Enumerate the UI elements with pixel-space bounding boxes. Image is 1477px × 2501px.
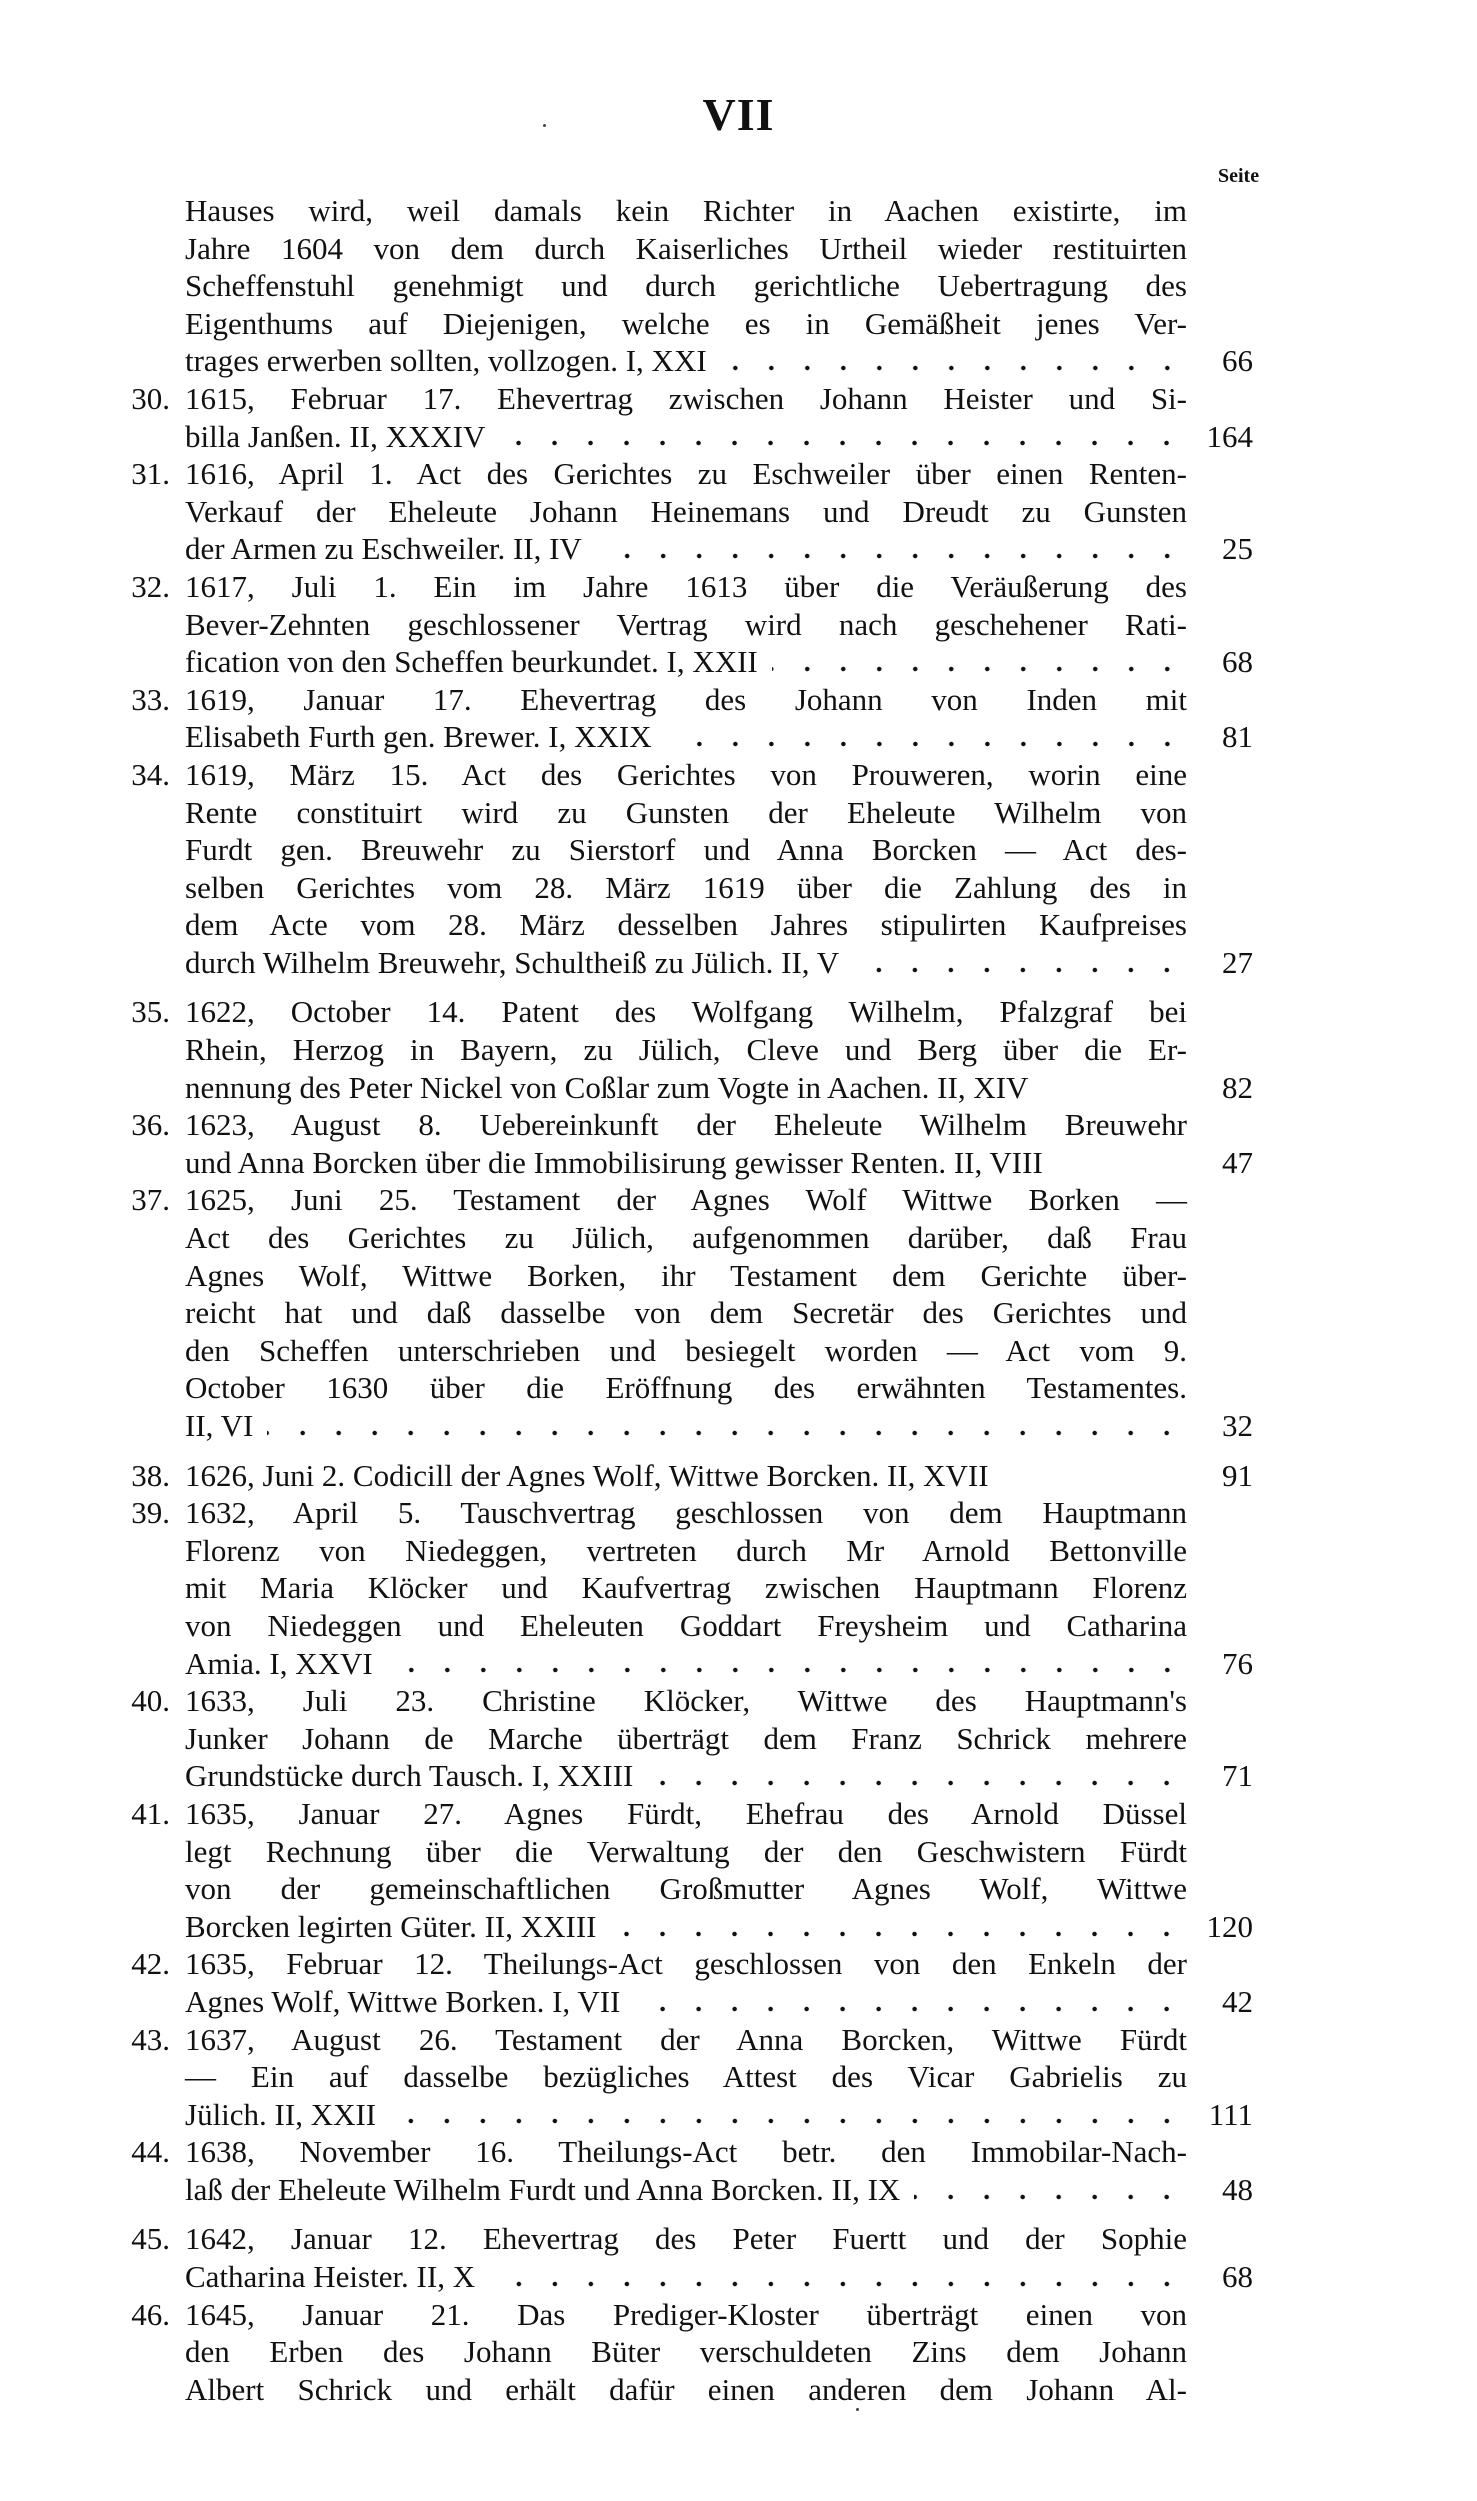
dot-leader [666, 741, 1185, 747]
toc-entry [100, 1682, 1253, 1795]
toc-entry [100, 1181, 1253, 1444]
entry-number: 30. [131, 380, 170, 416]
entry-text-line: Bever-Zehnten geschlossener Vertrag wird nach geschehener Rati- [185, 606, 1187, 642]
entry-text-line: 1638, November 16. Theilungs-Act betr. den Immobilar-Nach- [185, 2134, 1187, 2170]
entry-page-number: 120 [1206, 1908, 1253, 1944]
entry-text: Elisabeth Furth gen. Brewer. I, XXIX [185, 719, 652, 755]
entry-text: Agnes Wolf, Wittwe Borken. I, VII [185, 1983, 621, 2019]
toc-entry [100, 756, 1253, 982]
toc-entry [100, 2133, 1253, 2208]
entry-last-line [185, 1144, 1253, 1182]
entry-text-line: 1632, April 5. Tauschvertrag geschlossen von dem Hauptmann [185, 1495, 1187, 1531]
entry-text-line: 1619, März 15. Act des Gerichtes von Prouweren, worin eine [185, 756, 1187, 792]
entry-number: 34. [131, 756, 170, 792]
entry-text-line: Jahre 1604 von dem durch Kaiserliches Urtheil wieder restituirten [185, 230, 1187, 266]
toc-entry [100, 455, 1253, 568]
entry-text-line: dem Acte vom 28. März desselben Jahres stipulirten Kaufpreises [185, 907, 1187, 943]
entry-number: 41. [131, 1795, 170, 1831]
entry-last-line [185, 342, 1253, 380]
toc-entry [100, 568, 1253, 681]
entry-text: trages erwerben sollten, vollzogen. I, XXI [185, 343, 707, 379]
entry-text: Borcken legirten Güter. II, XXIII [185, 1908, 597, 1944]
entry-text-line: Verkauf der Eheleute Johann Heinemans und Dreudt zu Gunsten [185, 493, 1187, 529]
entry-number: 33. [131, 681, 170, 717]
dot-leader [489, 2281, 1185, 2287]
entry-text-line: — Ein auf dasselbe bezügliches Attest des Vicar Gabrielis zu [185, 2059, 1187, 2095]
dot-leader [634, 2006, 1185, 2012]
entry-number: 45. [131, 2221, 170, 2257]
toc-entry [100, 2296, 1250, 2409]
entry-text-line: von der gemeinschaftlichen Großmutter Agnes Wolf, Wittwe [185, 1871, 1187, 1907]
toc-entry [100, 681, 1253, 756]
entry-number: 44. [131, 2134, 170, 2170]
entry-text-line: von Niedeggen und Eheleuten Goddart Freysheim und Catharina [185, 1607, 1187, 1643]
dot-leader [387, 1667, 1185, 1673]
dot-leader [267, 1430, 1185, 1436]
page-column-label: Seite [1218, 165, 1260, 187]
entry-text-line: 1645, Januar 21. Das Prediger-Kloster überträgt einen von [185, 2296, 1187, 2332]
entry-text-line: 1615, Februar 17. Ehevertrag zwischen Johann Heister und Si- [185, 380, 1187, 416]
entry-last-line [185, 1983, 1253, 2021]
dot-leader [596, 553, 1185, 559]
entry-text: Catharina Heister. II, X [185, 2259, 476, 2295]
dot-leader [914, 2194, 1185, 2200]
entry-text-line: Hauses wird, weil damals kein Richter in Aachen existirte, im [185, 193, 1187, 228]
entry-text-line: Act des Gerichtes zu Jülich, aufgenommen darüber, daß Frau [185, 1220, 1187, 1256]
entry-text: Grundstücke durch Tausch. I, XXIII [185, 1758, 634, 1794]
entry-text-line: 1623, August 8. Uebereinkunft der Eheleute Wilhelm Breuwehr [185, 1107, 1187, 1143]
entry-last-line [185, 2096, 1253, 2134]
entry-page-number: 68 [1222, 644, 1253, 680]
entry-page-number: 82 [1222, 1069, 1253, 1105]
entry-page-number: 91 [1222, 1457, 1253, 1493]
entry-last-line [185, 2258, 1253, 2296]
entry-number: 35. [131, 994, 170, 1030]
toc-entry [100, 1494, 1253, 1682]
entry-number: 38. [131, 1457, 170, 1493]
dot-leader [721, 365, 1185, 371]
entry-page-number: 25 [1222, 531, 1253, 567]
toc-entry [100, 993, 1253, 1106]
entry-text-line: selben Gerichtes vom 28. März 1619 über die Zahlung des in [185, 869, 1187, 905]
entry-page-number: 47 [1222, 1144, 1253, 1180]
entry-text-line: den Erben des Johann Büter verschuldeten Zins dem Johann [185, 2334, 1187, 2370]
entry-text-line: Rente constituirt wird zu Gunsten der Eheleute Wilhelm von [185, 794, 1187, 830]
dot-leader [772, 666, 1185, 672]
entry-text-line: mit Maria Klöcker und Kaufvertrag zwischen Hauptmann Florenz [185, 1570, 1187, 1606]
entry-text-line: legt Rechnung über die Verwaltung der den Geschwistern Fürdt [185, 1833, 1187, 1869]
entry-number: 40. [131, 1683, 170, 1719]
entry-text-line: 1637, August 26. Testament der Anna Borcken, Wittwe Fürdt [185, 2021, 1187, 2057]
dot-leader [499, 440, 1185, 446]
toc-entry [100, 2220, 1253, 2295]
entry-last-line [185, 1069, 1253, 1107]
entry-text: nennung des Peter Nickel von Coßlar zum Vogte in Aachen. II, XIV [185, 1069, 1029, 1105]
entry-text-line: 1616, April 1. Act des Gerichtes zu Eschweiler über einen Renten- [185, 456, 1187, 492]
entry-text: billa Janßen. II, XXXIV [185, 418, 486, 454]
entry-last-line [185, 2171, 1253, 2209]
dot-leader [610, 1931, 1185, 1937]
entry-last-line [185, 718, 1253, 756]
entry-last-line [185, 1407, 1253, 1445]
entry-text-line: Furdt gen. Breuwehr zu Sierstorf und Anna Borcken — Act des- [185, 832, 1187, 868]
dot-leader [647, 1780, 1185, 1786]
toc-entry [100, 1457, 1253, 1495]
entry-page-number: 42 [1222, 1983, 1253, 2019]
toc-entry [100, 192, 1253, 380]
entry-number: 37. [131, 1182, 170, 1218]
entry-page-number: 68 [1222, 2259, 1253, 2295]
entry-text-line: Rhein, Herzog in Bayern, zu Jülich, Cleve und Berg über die Er- [185, 1032, 1187, 1068]
entry-text-line: 1625, Juni 25. Testament der Agnes Wolf Wittwe Borken — [185, 1182, 1187, 1218]
entry-text: 1626, Juni 2. Codicill der Agnes Wolf, Wittwe Borcken. II, XVII [185, 1457, 989, 1493]
entry-text-line: 1622, October 14. Patent des Wolfgang Wilhelm, Pfalzgraf bei [185, 994, 1187, 1030]
entry-page-number: 164 [1206, 418, 1253, 454]
entry-text: Amia. I, XXVI [185, 1645, 373, 1681]
entry-text: II, VI [185, 1408, 254, 1443]
table-of-contents-list [100, 192, 1253, 2408]
entry-text-line: 1619, Januar 17. Ehevertrag des Johann von Inden mit [185, 681, 1187, 717]
entry-text-line: October 1630 über die Eröffnung des erwähnten Testamentes. [185, 1370, 1187, 1406]
entry-text: durch Wilhelm Breuwehr, Schultheiß zu Jülich. II, V [185, 944, 840, 980]
entry-text-line: Agnes Wolf, Wittwe Borken, ihr Testament dem Gerichte über- [185, 1257, 1187, 1293]
entry-last-line [185, 944, 1253, 982]
print-speck [856, 2408, 859, 2411]
entry-text-line: Florenz von Niedeggen, vertreten durch Mr Arnold Bettonville [185, 1532, 1187, 1568]
entry-text: und Anna Borcken über die Immobilisirung gewisser Renten. II, VIII [185, 1144, 1043, 1180]
entry-number: 31. [131, 456, 170, 492]
entry-page-number: 76 [1222, 1645, 1253, 1681]
entry-text: der Armen zu Eschweiler. II, IV [185, 531, 582, 567]
entry-text-line: reicht hat und daß dasselbe von dem Secretär des Gerichtes und [185, 1295, 1187, 1331]
entry-text: Jülich. II, XXII [185, 2096, 377, 2132]
entry-text: fication von den Scheffen beurkundet. I, XXII [185, 644, 758, 680]
toc-entry [100, 2021, 1253, 2134]
page-number-header: VII [702, 89, 775, 140]
entry-page-number: 48 [1222, 2171, 1253, 2207]
entry-text-line: Junker Johann de Marche überträgt dem Franz Schrick mehrere [185, 1720, 1187, 1756]
entry-page-number: 71 [1222, 1758, 1253, 1794]
entry-page-number: 81 [1222, 719, 1253, 755]
entry-number: 32. [131, 568, 170, 604]
entry-page-number: 27 [1222, 944, 1253, 980]
toc-entry [100, 1945, 1253, 2020]
entry-last-line [185, 1757, 1253, 1795]
entry-page-number: 32 [1222, 1408, 1253, 1443]
entry-number: 46. [131, 2296, 170, 2332]
entry-number: 39. [131, 1495, 170, 1531]
entry-last-line [185, 1908, 1253, 1946]
entry-text-line: Scheffenstuhl genehmigt und durch gerichtliche Uebertragung des [185, 268, 1187, 304]
dot-leader [853, 967, 1185, 973]
entry-text-line: 1635, Februar 12. Theilungs-Act geschlossen von den Enkeln der [185, 1946, 1187, 1982]
entry-text-line: Albert Schrick und erhält dafür einen anderen dem Johann Al- [185, 2371, 1187, 2407]
entry-text-line: 1633, Juli 23. Christine Klöcker, Wittwe des Hauptmann's [185, 1683, 1187, 1719]
toc-entry [100, 380, 1253, 455]
entry-page-number: 111 [1208, 2096, 1253, 2132]
entry-text-line: Eigenthums auf Diejenigen, welche es in Gemäßheit jenes Ver- [185, 305, 1187, 341]
entry-text-line: 1617, Juli 1. Ein im Jahre 1613 über die Veräußerung des [185, 568, 1187, 604]
entry-page-number: 66 [1222, 343, 1253, 379]
entry-last-line [185, 1457, 1253, 1495]
entry-last-line [185, 643, 1253, 681]
entry-number: 43. [131, 2021, 170, 2057]
print-speck [543, 124, 546, 127]
entry-text: laß der Eheleute Wilhelm Furdt und Anna Borcken. II, IX [185, 2171, 901, 2207]
entry-text-line: 1642, Januar 12. Ehevertrag des Peter Fuertt und der Sophie [185, 2221, 1187, 2257]
entry-text-line: 1635, Januar 27. Agnes Fürdt, Ehefrau des Arnold Düssel [185, 1795, 1187, 1831]
entry-number: 42. [131, 1946, 170, 1982]
entry-last-line [185, 530, 1253, 568]
dot-leader [390, 2118, 1185, 2124]
entry-last-line [185, 1645, 1253, 1683]
toc-entry [100, 1795, 1253, 1945]
entry-text-line: den Scheffen unterschrieben und besiegelt worden — Act vom 9. [185, 1332, 1187, 1368]
entry-last-line [185, 418, 1253, 456]
toc-entry [100, 1106, 1253, 1181]
entry-number: 36. [131, 1107, 170, 1143]
